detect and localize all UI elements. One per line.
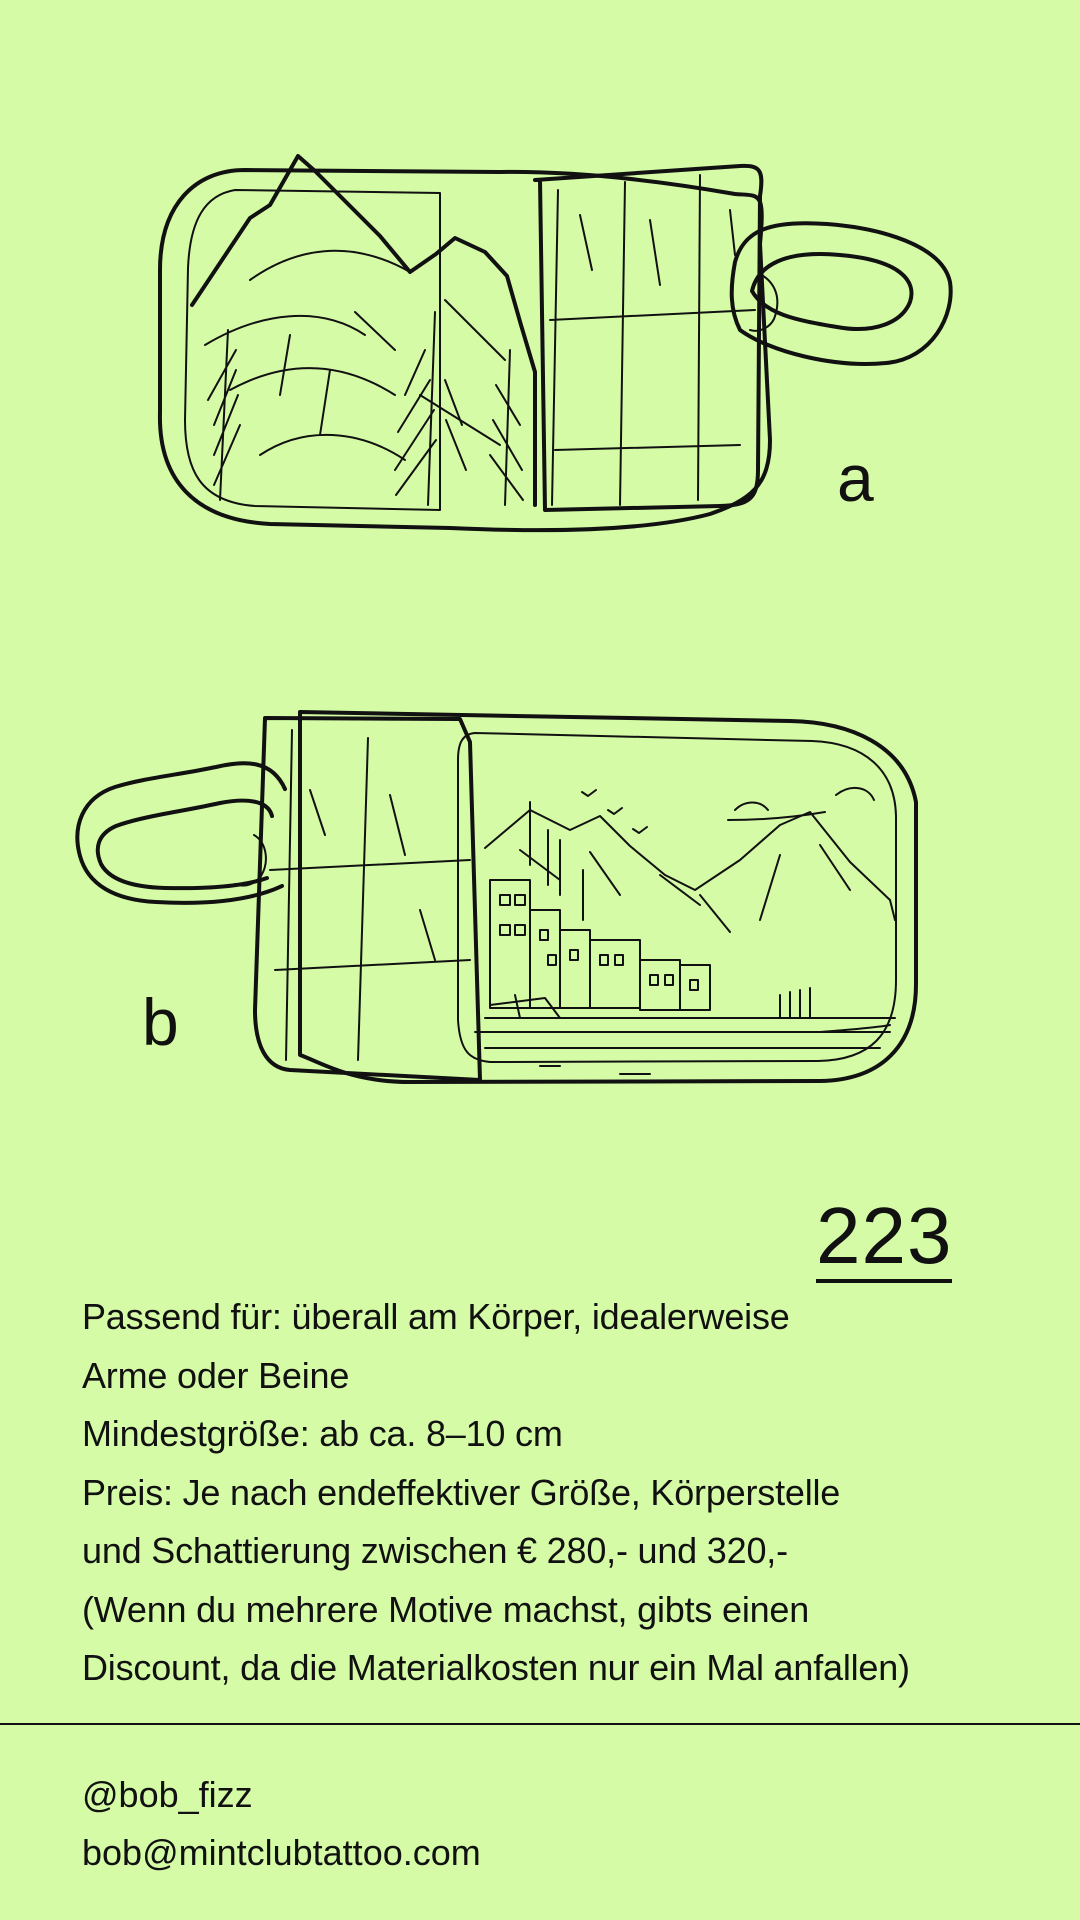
section-divider bbox=[0, 1723, 1080, 1725]
info-block bbox=[82, 1288, 1062, 1698]
info-line-price-range: und Schattierung zwischen € 280,- und 320,- bbox=[82, 1530, 788, 1571]
email-link[interactable]: bob@mintclubtattoo.com bbox=[82, 1832, 481, 1873]
info-line-discount-detail: Discount, da die Materialkosten nur ein Mal anfallen) bbox=[82, 1647, 910, 1688]
info-line-body-parts: Arme oder Beine bbox=[82, 1354, 350, 1396]
info-line-discount-note: (Wenn du mehrere Motive machst, gibts einen bbox=[82, 1588, 810, 1630]
motif-number: 223 bbox=[816, 1196, 952, 1283]
info-line-min-size: Mindestgröße: ab ca. 8–10 cm bbox=[82, 1413, 563, 1454]
info-line-price: Preis: Je nach endeffektiver Größe, Körperstelle bbox=[82, 1471, 841, 1513]
contact-block bbox=[82, 1766, 481, 1882]
variant-a-label: a bbox=[837, 441, 874, 515]
tin-can-coastal-town-icon bbox=[77, 712, 916, 1082]
info-line-suitable-for: Passend für: überall am Körper, idealerweise bbox=[82, 1296, 790, 1337]
instagram-handle[interactable]: @bob_fizz bbox=[82, 1774, 253, 1815]
variant-b-label: b bbox=[142, 985, 179, 1059]
tin-can-mountains-icon bbox=[160, 156, 951, 530]
